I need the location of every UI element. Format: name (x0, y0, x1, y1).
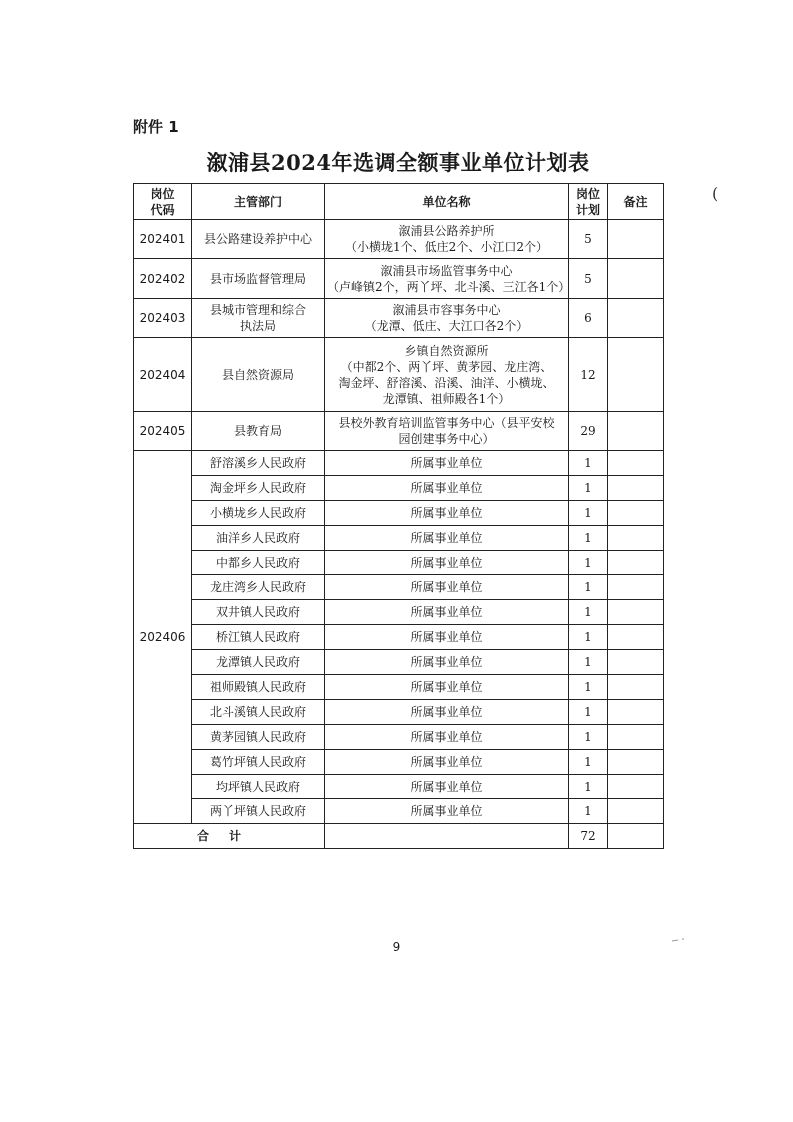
cell-line: 乡镇自然资源所 (404, 343, 489, 358)
cell-plan: 1 (569, 650, 608, 675)
cell-dept: 两丫坪镇人民政府 (192, 799, 325, 824)
table-row (134, 675, 664, 700)
total-plan: 72 (569, 824, 608, 849)
cell-unit: 所属事业单位 (325, 699, 569, 724)
cell-line: 县城市管理和综合 (209, 303, 306, 317)
cell-dept: 中都乡人民政府 (192, 550, 325, 575)
cell-plan: 1 (569, 451, 608, 476)
cell-unit (325, 259, 569, 299)
cell-line: 县市场监督管理局 (209, 271, 306, 286)
cell-line: 龙潭镇、祖师殿各1个） (382, 391, 511, 406)
cell-unit: 所属事业单位 (325, 749, 569, 774)
column-header-code (134, 184, 192, 220)
cell-unit: 所属事业单位 (325, 575, 569, 600)
cell-dept: 小横垅乡人民政府 (192, 500, 325, 525)
cell-line: 县公路建设养护中心 (203, 232, 312, 246)
cell-note (608, 699, 664, 724)
table-row (134, 600, 664, 625)
margin-mark: ( (712, 184, 719, 203)
cell-line: 溆浦县市场监管事务中心 (380, 263, 513, 278)
cell-plan: 1 (569, 575, 608, 600)
cell-dept (192, 259, 325, 299)
cell-dept: 桥江镇人民政府 (192, 625, 325, 650)
column-header-line: 岗位 (575, 186, 600, 201)
column-header-plan (569, 184, 608, 220)
cell-dept: 双井镇人民政府 (192, 600, 325, 625)
cell-code: 202404 (134, 338, 192, 412)
cell-unit: 所属事业单位 (325, 625, 569, 650)
cell-line: 淘金坪、舒溶溪、沿溪、油洋、小横垅、 (338, 375, 555, 390)
column-header-note: 备注 (608, 184, 664, 220)
cell-code: 202402 (134, 259, 192, 299)
cell-plan: 1 (569, 625, 608, 650)
cell-plan: 1 (569, 774, 608, 799)
cell-unit (325, 299, 569, 338)
cell-unit: 所属事业单位 (325, 675, 569, 700)
cell-note (608, 799, 664, 824)
cell-dept: 淘金坪乡人民政府 (192, 475, 325, 500)
table-row (134, 475, 664, 500)
cell-line: （中都2个、两丫坪、黄茅园、龙庄湾、 (340, 359, 553, 374)
total-note (608, 824, 664, 849)
column-header-dept: 主管部门 (192, 184, 325, 220)
table-row (134, 799, 664, 824)
cell-code: 202401 (134, 220, 192, 259)
cell-plan: 1 (569, 525, 608, 550)
cell-plan: 1 (569, 475, 608, 500)
cell-dept: 祖师殿镇人民政府 (192, 675, 325, 700)
document-title: 溆浦县2024年选调全额事业单位计划表 (206, 150, 590, 175)
table-row (134, 299, 664, 338)
cell-unit: 所属事业单位 (325, 525, 569, 550)
cell-dept: 龙潭镇人民政府 (192, 650, 325, 675)
cell-line: （小横垅1个、低庄2个、小江口2个） (345, 240, 548, 254)
table-row (134, 625, 664, 650)
cell-plan: 5 (569, 220, 608, 259)
cell-line: 溆浦县公路养护所 (398, 224, 495, 238)
cell-note (608, 650, 664, 675)
cell-unit: 所属事业单位 (325, 774, 569, 799)
cell-note (608, 475, 664, 500)
cell-unit: 所属事业单位 (325, 724, 569, 749)
table-row (134, 724, 664, 749)
table-row (134, 575, 664, 600)
cell-dept: 舒溶溪乡人民政府 (192, 451, 325, 476)
cell-dept (192, 299, 325, 338)
cell-dept: 均坪镇人民政府 (192, 774, 325, 799)
cell-code: 202405 (134, 412, 192, 451)
cell-line: （龙潭、低庄、大江口各2个） (364, 319, 529, 333)
table-row (134, 338, 664, 412)
cell-note (608, 338, 664, 412)
cell-note (608, 774, 664, 799)
cell-note (608, 600, 664, 625)
cell-plan: 1 (569, 600, 608, 625)
cell-note (608, 675, 664, 700)
cell-line: 溆浦县市容事务中心 (392, 303, 501, 317)
cell-plan: 29 (569, 412, 608, 451)
table-row (134, 699, 664, 724)
cell-unit: 所属事业单位 (325, 475, 569, 500)
cell-plan: 1 (569, 550, 608, 575)
cell-plan: 6 (569, 299, 608, 338)
total-row (134, 824, 664, 849)
cell-unit (325, 412, 569, 451)
table-row (134, 500, 664, 525)
table-row (134, 525, 664, 550)
cell-plan: 1 (569, 724, 608, 749)
cell-unit: 所属事业单位 (325, 500, 569, 525)
cell-dept: 油洋乡人民政府 (192, 525, 325, 550)
cell-line: 县教育局 (233, 424, 282, 438)
scan-speck-mark (672, 938, 690, 942)
cell-note (608, 550, 664, 575)
cell-code: 202403 (134, 299, 192, 338)
column-header-unit: 单位名称 (325, 184, 569, 220)
cell-note (608, 412, 664, 451)
cell-dept: 龙庄湾乡人民政府 (192, 575, 325, 600)
cell-dept (192, 338, 325, 412)
column-header-line: 计划 (575, 202, 600, 217)
cell-plan: 1 (569, 699, 608, 724)
table-row (134, 550, 664, 575)
cell-note (608, 451, 664, 476)
cell-line: 县校外教育培训监管事务中心（县平安校 (338, 416, 555, 430)
cell-line: 园创建事务中心） (398, 432, 495, 446)
cell-dept (192, 220, 325, 259)
cell-unit (325, 220, 569, 259)
cell-note (608, 749, 664, 774)
table-row (134, 412, 664, 451)
table-row (134, 220, 664, 259)
cell-unit: 所属事业单位 (325, 600, 569, 625)
cell-line: 执法局 (239, 319, 276, 333)
cell-unit: 所属事业单位 (325, 451, 569, 476)
cell-plan: 5 (569, 259, 608, 299)
total-label: 合计 (134, 824, 325, 849)
table-row (134, 749, 664, 774)
cell-unit: 所属事业单位 (325, 799, 569, 824)
cell-code: 202406 (134, 451, 192, 824)
cell-note (608, 259, 664, 299)
cell-unit: 所属事业单位 (325, 550, 569, 575)
table-row (134, 774, 664, 799)
cell-unit (325, 338, 569, 412)
cell-line: 县自然资源局 (221, 367, 294, 382)
cell-note (608, 500, 664, 525)
column-header-line: 代码 (150, 202, 175, 217)
table-row (134, 451, 664, 476)
cell-note (608, 299, 664, 338)
cell-plan: 1 (569, 675, 608, 700)
plan-table (133, 183, 664, 849)
table-row (134, 259, 664, 299)
cell-unit: 所属事业单位 (325, 650, 569, 675)
cell-dept: 葛竹坪镇人民政府 (192, 749, 325, 774)
table-row (134, 650, 664, 675)
cell-plan: 1 (569, 500, 608, 525)
cell-note (608, 525, 664, 550)
cell-note (608, 575, 664, 600)
cell-note (608, 220, 664, 259)
cell-plan: 1 (569, 749, 608, 774)
cell-note (608, 724, 664, 749)
total-unit (325, 824, 569, 849)
attachment-label: 附件 1 (133, 118, 179, 136)
cell-plan: 1 (569, 799, 608, 824)
cell-line: （卢峰镇2个，两丫坪、北斗溪、三江各1个） (327, 279, 571, 294)
cell-plan: 12 (569, 338, 608, 412)
cell-dept: 黄茅园镇人民政府 (192, 724, 325, 749)
page-number: 9 (392, 940, 401, 954)
column-header-line: 岗位 (150, 186, 175, 201)
cell-dept: 北斗溪镇人民政府 (192, 699, 325, 724)
cell-dept (192, 412, 325, 451)
cell-note (608, 625, 664, 650)
table-header-row (134, 184, 664, 220)
